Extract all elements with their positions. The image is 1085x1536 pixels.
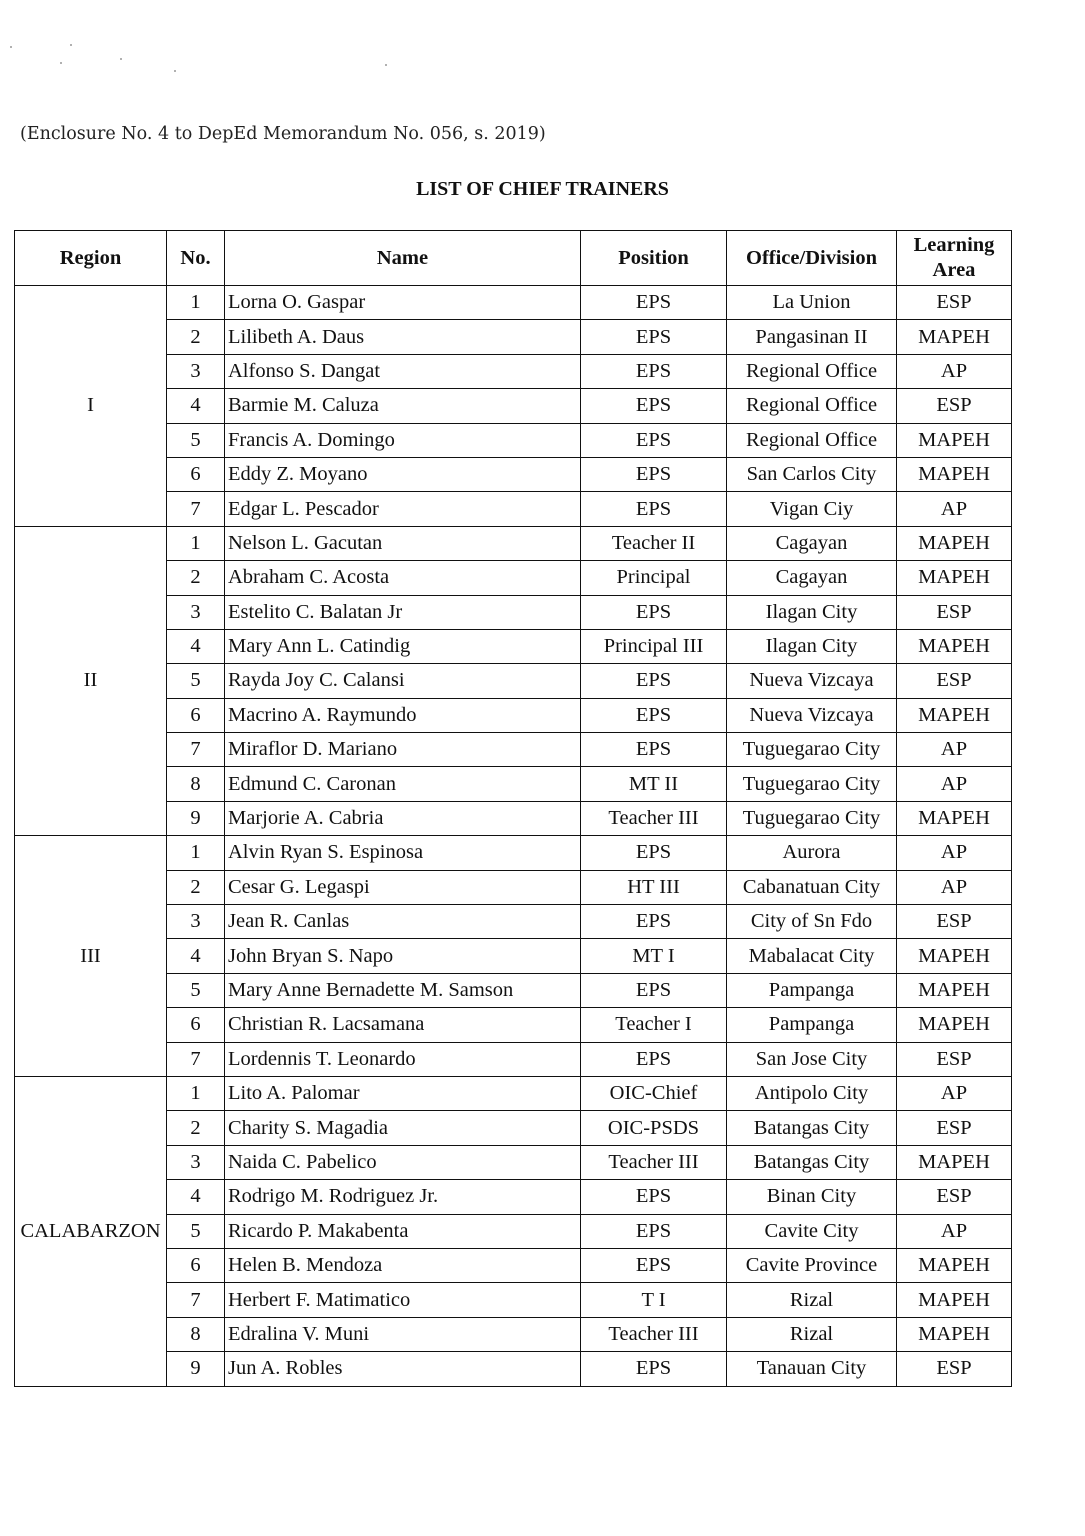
no-cell: 5: [167, 973, 225, 1007]
position-cell: EPS: [581, 836, 727, 870]
table-row: [15, 526, 1012, 560]
name-cell: Eddy Z. Moyano: [225, 457, 581, 491]
office-division-cell: Pampanga: [727, 1008, 897, 1042]
office-division-cell: Rizal: [727, 1283, 897, 1317]
position-cell: EPS: [581, 492, 727, 526]
name-cell: Barmie M. Caluza: [225, 389, 581, 423]
name-cell: Lordennis T. Leonardo: [225, 1042, 581, 1076]
position-cell: EPS: [581, 286, 727, 320]
position-cell: Teacher III: [581, 1317, 727, 1351]
no-cell: 6: [167, 457, 225, 491]
name-cell: Mary Anne Bernadette M. Samson: [225, 973, 581, 1007]
position-cell: EPS: [581, 698, 727, 732]
office-division-cell: La Union: [727, 286, 897, 320]
learning-area-cell: AP: [897, 354, 1012, 388]
position-cell: EPS: [581, 1352, 727, 1386]
position-cell: OIC-Chief: [581, 1076, 727, 1110]
no-cell: 3: [167, 905, 225, 939]
position-cell: EPS: [581, 973, 727, 1007]
office-division-cell: Cagayan: [727, 561, 897, 595]
office-division-cell: Mabalacat City: [727, 939, 897, 973]
learning-area-cell: MAPEH: [897, 629, 1012, 663]
no-cell: 2: [167, 870, 225, 904]
learning-area-cell: MAPEH: [897, 526, 1012, 560]
name-cell: Marjorie A. Cabria: [225, 801, 581, 835]
name-cell: Abraham C. Acosta: [225, 561, 581, 595]
no-cell: 3: [167, 354, 225, 388]
name-cell: Rodrigo M. Rodriguez Jr.: [225, 1180, 581, 1214]
office-division-cell: Tuguegarao City: [727, 733, 897, 767]
learning-area-cell: ESP: [897, 1042, 1012, 1076]
position-cell: EPS: [581, 320, 727, 354]
position-cell: T I: [581, 1283, 727, 1317]
learning-area-cell: AP: [897, 836, 1012, 870]
learning-area-cell: MAPEH: [897, 457, 1012, 491]
office-division-cell: Vigan Ciy: [727, 492, 897, 526]
name-cell: Nelson L. Gacutan: [225, 526, 581, 560]
position-cell: Principal III: [581, 629, 727, 663]
learning-area-cell: MAPEH: [897, 1145, 1012, 1179]
office-division-cell: Tuguegarao City: [727, 767, 897, 801]
position-cell: Teacher III: [581, 1145, 727, 1179]
learning-area-cell: ESP: [897, 1180, 1012, 1214]
position-cell: EPS: [581, 1180, 727, 1214]
position-cell: EPS: [581, 423, 727, 457]
office-division-cell: Regional Office: [727, 389, 897, 423]
position-cell: EPS: [581, 1042, 727, 1076]
office-division-cell: Cagayan: [727, 526, 897, 560]
learning-area-cell: ESP: [897, 1352, 1012, 1386]
office-division-cell: Nueva Vizcaya: [727, 698, 897, 732]
no-cell: 5: [167, 1214, 225, 1248]
office-division-cell: Batangas City: [727, 1111, 897, 1145]
learning-area-cell: MAPEH: [897, 1008, 1012, 1042]
office-division-cell: Cavite City: [727, 1214, 897, 1248]
no-cell: 6: [167, 1008, 225, 1042]
no-cell: 7: [167, 1283, 225, 1317]
office-division-cell: Tuguegarao City: [727, 801, 897, 835]
office-division-cell: Regional Office: [727, 354, 897, 388]
position-cell: EPS: [581, 389, 727, 423]
no-cell: 9: [167, 801, 225, 835]
no-cell: 7: [167, 1042, 225, 1076]
no-cell: 4: [167, 389, 225, 423]
name-cell: Lilibeth A. Daus: [225, 320, 581, 354]
name-cell: Lito A. Palomar: [225, 1076, 581, 1110]
learning-area-cell: ESP: [897, 389, 1012, 423]
learning-area-cell: ESP: [897, 664, 1012, 698]
no-cell: 5: [167, 664, 225, 698]
name-cell: Lorna O. Gaspar: [225, 286, 581, 320]
position-cell: EPS: [581, 664, 727, 698]
office-division-cell: Nueva Vizcaya: [727, 664, 897, 698]
learning-area-cell: MAPEH: [897, 973, 1012, 1007]
office-division-cell: Binan City: [727, 1180, 897, 1214]
learning-area-cell: MAPEH: [897, 423, 1012, 457]
office-division-cell: San Carlos City: [727, 457, 897, 491]
position-cell: EPS: [581, 595, 727, 629]
table-row: [15, 286, 1012, 320]
learning-area-cell: ESP: [897, 286, 1012, 320]
header-name: Name: [225, 231, 581, 286]
name-cell: Mary Ann L. Catindig: [225, 629, 581, 663]
position-cell: Teacher II: [581, 526, 727, 560]
position-cell: Teacher I: [581, 1008, 727, 1042]
name-cell: Cesar G. Legaspi: [225, 870, 581, 904]
office-division-cell: San Jose City: [727, 1042, 897, 1076]
office-division-cell: Aurora: [727, 836, 897, 870]
learning-area-cell: ESP: [897, 905, 1012, 939]
table-row: [15, 1076, 1012, 1110]
no-cell: 1: [167, 1076, 225, 1110]
name-cell: Edgar L. Pescador: [225, 492, 581, 526]
no-cell: 4: [167, 629, 225, 663]
name-cell: John Bryan S. Napo: [225, 939, 581, 973]
enclosure-note: (Enclosure No. 4 to DepEd Memorandum No. 056, s. 2019): [20, 124, 546, 144]
no-cell: 4: [167, 1180, 225, 1214]
position-cell: MT I: [581, 939, 727, 973]
no-cell: 1: [167, 526, 225, 560]
no-cell: 8: [167, 1317, 225, 1351]
position-cell: EPS: [581, 905, 727, 939]
no-cell: 2: [167, 561, 225, 595]
office-division-cell: Tanauan City: [727, 1352, 897, 1386]
name-cell: Herbert F. Matimatico: [225, 1283, 581, 1317]
no-cell: 4: [167, 939, 225, 973]
learning-area-cell: MAPEH: [897, 1283, 1012, 1317]
document-title: LIST OF CHIEF TRAINERS: [416, 178, 669, 200]
name-cell: Alvin Ryan S. Espinosa: [225, 836, 581, 870]
position-cell: EPS: [581, 354, 727, 388]
no-cell: 5: [167, 423, 225, 457]
no-cell: 2: [167, 320, 225, 354]
learning-area-cell: AP: [897, 733, 1012, 767]
no-cell: 3: [167, 595, 225, 629]
office-division-cell: Regional Office: [727, 423, 897, 457]
learning-area-cell: MAPEH: [897, 801, 1012, 835]
name-cell: Helen B. Mendoza: [225, 1248, 581, 1282]
no-cell: 1: [167, 286, 225, 320]
position-cell: HT III: [581, 870, 727, 904]
name-cell: Edmund C. Caronan: [225, 767, 581, 801]
office-division-cell: Pampanga: [727, 973, 897, 1007]
table-header-row: [15, 231, 1012, 286]
position-cell: EPS: [581, 1214, 727, 1248]
header-learning-area: Learning Area: [897, 231, 1012, 286]
chief-trainers-table: [14, 230, 1012, 1387]
name-cell: Miraflor D. Mariano: [225, 733, 581, 767]
office-division-cell: Rizal: [727, 1317, 897, 1351]
region-cell: II: [15, 526, 167, 836]
name-cell: Francis A. Domingo: [225, 423, 581, 457]
learning-area-cell: MAPEH: [897, 561, 1012, 595]
header-no: No.: [167, 231, 225, 286]
office-division-cell: City of Sn Fdo: [727, 905, 897, 939]
header-office-division: Office/Division: [727, 231, 897, 286]
name-cell: Macrino A. Raymundo: [225, 698, 581, 732]
learning-area-cell: ESP: [897, 595, 1012, 629]
position-cell: EPS: [581, 457, 727, 491]
name-cell: Alfonso S. Dangat: [225, 354, 581, 388]
name-cell: Jun A. Robles: [225, 1352, 581, 1386]
office-division-cell: Batangas City: [727, 1145, 897, 1179]
no-cell: 8: [167, 767, 225, 801]
learning-area-cell: MAPEH: [897, 939, 1012, 973]
learning-area-cell: MAPEH: [897, 698, 1012, 732]
header-position: Position: [581, 231, 727, 286]
region-cell: CALABARZON: [15, 1076, 167, 1386]
learning-area-cell: MAPEH: [897, 1248, 1012, 1282]
no-cell: 9: [167, 1352, 225, 1386]
learning-area-cell: AP: [897, 492, 1012, 526]
position-cell: Teacher III: [581, 801, 727, 835]
header-region: Region: [15, 231, 167, 286]
region-cell: I: [15, 286, 167, 527]
office-division-cell: Cavite Province: [727, 1248, 897, 1282]
no-cell: 2: [167, 1111, 225, 1145]
position-cell: EPS: [581, 1248, 727, 1282]
office-division-cell: Ilagan City: [727, 629, 897, 663]
learning-area-cell: AP: [897, 1076, 1012, 1110]
office-division-cell: Cabanatuan City: [727, 870, 897, 904]
name-cell: Charity S. Magadia: [225, 1111, 581, 1145]
name-cell: Estelito C. Balatan Jr: [225, 595, 581, 629]
position-cell: MT II: [581, 767, 727, 801]
no-cell: 3: [167, 1145, 225, 1179]
position-cell: Principal: [581, 561, 727, 595]
no-cell: 7: [167, 733, 225, 767]
learning-area-cell: AP: [897, 1214, 1012, 1248]
name-cell: Ricardo P. Makabenta: [225, 1214, 581, 1248]
table-row: [15, 836, 1012, 870]
learning-area-cell: ESP: [897, 1111, 1012, 1145]
no-cell: 7: [167, 492, 225, 526]
position-cell: OIC-PSDS: [581, 1111, 727, 1145]
scan-specks: [0, 0, 400, 90]
table-body: [15, 286, 1012, 1387]
no-cell: 6: [167, 698, 225, 732]
name-cell: Jean R. Canlas: [225, 905, 581, 939]
position-cell: EPS: [581, 733, 727, 767]
office-division-cell: Ilagan City: [727, 595, 897, 629]
office-division-cell: Pangasinan II: [727, 320, 897, 354]
no-cell: 1: [167, 836, 225, 870]
learning-area-cell: MAPEH: [897, 320, 1012, 354]
name-cell: Edralina V. Muni: [225, 1317, 581, 1351]
name-cell: Rayda Joy C. Calansi: [225, 664, 581, 698]
no-cell: 6: [167, 1248, 225, 1282]
office-division-cell: Antipolo City: [727, 1076, 897, 1110]
region-cell: III: [15, 836, 167, 1077]
learning-area-cell: AP: [897, 767, 1012, 801]
learning-area-cell: MAPEH: [897, 1317, 1012, 1351]
name-cell: Christian R. Lacsamana: [225, 1008, 581, 1042]
name-cell: Naida C. Pabelico: [225, 1145, 581, 1179]
learning-area-cell: AP: [897, 870, 1012, 904]
